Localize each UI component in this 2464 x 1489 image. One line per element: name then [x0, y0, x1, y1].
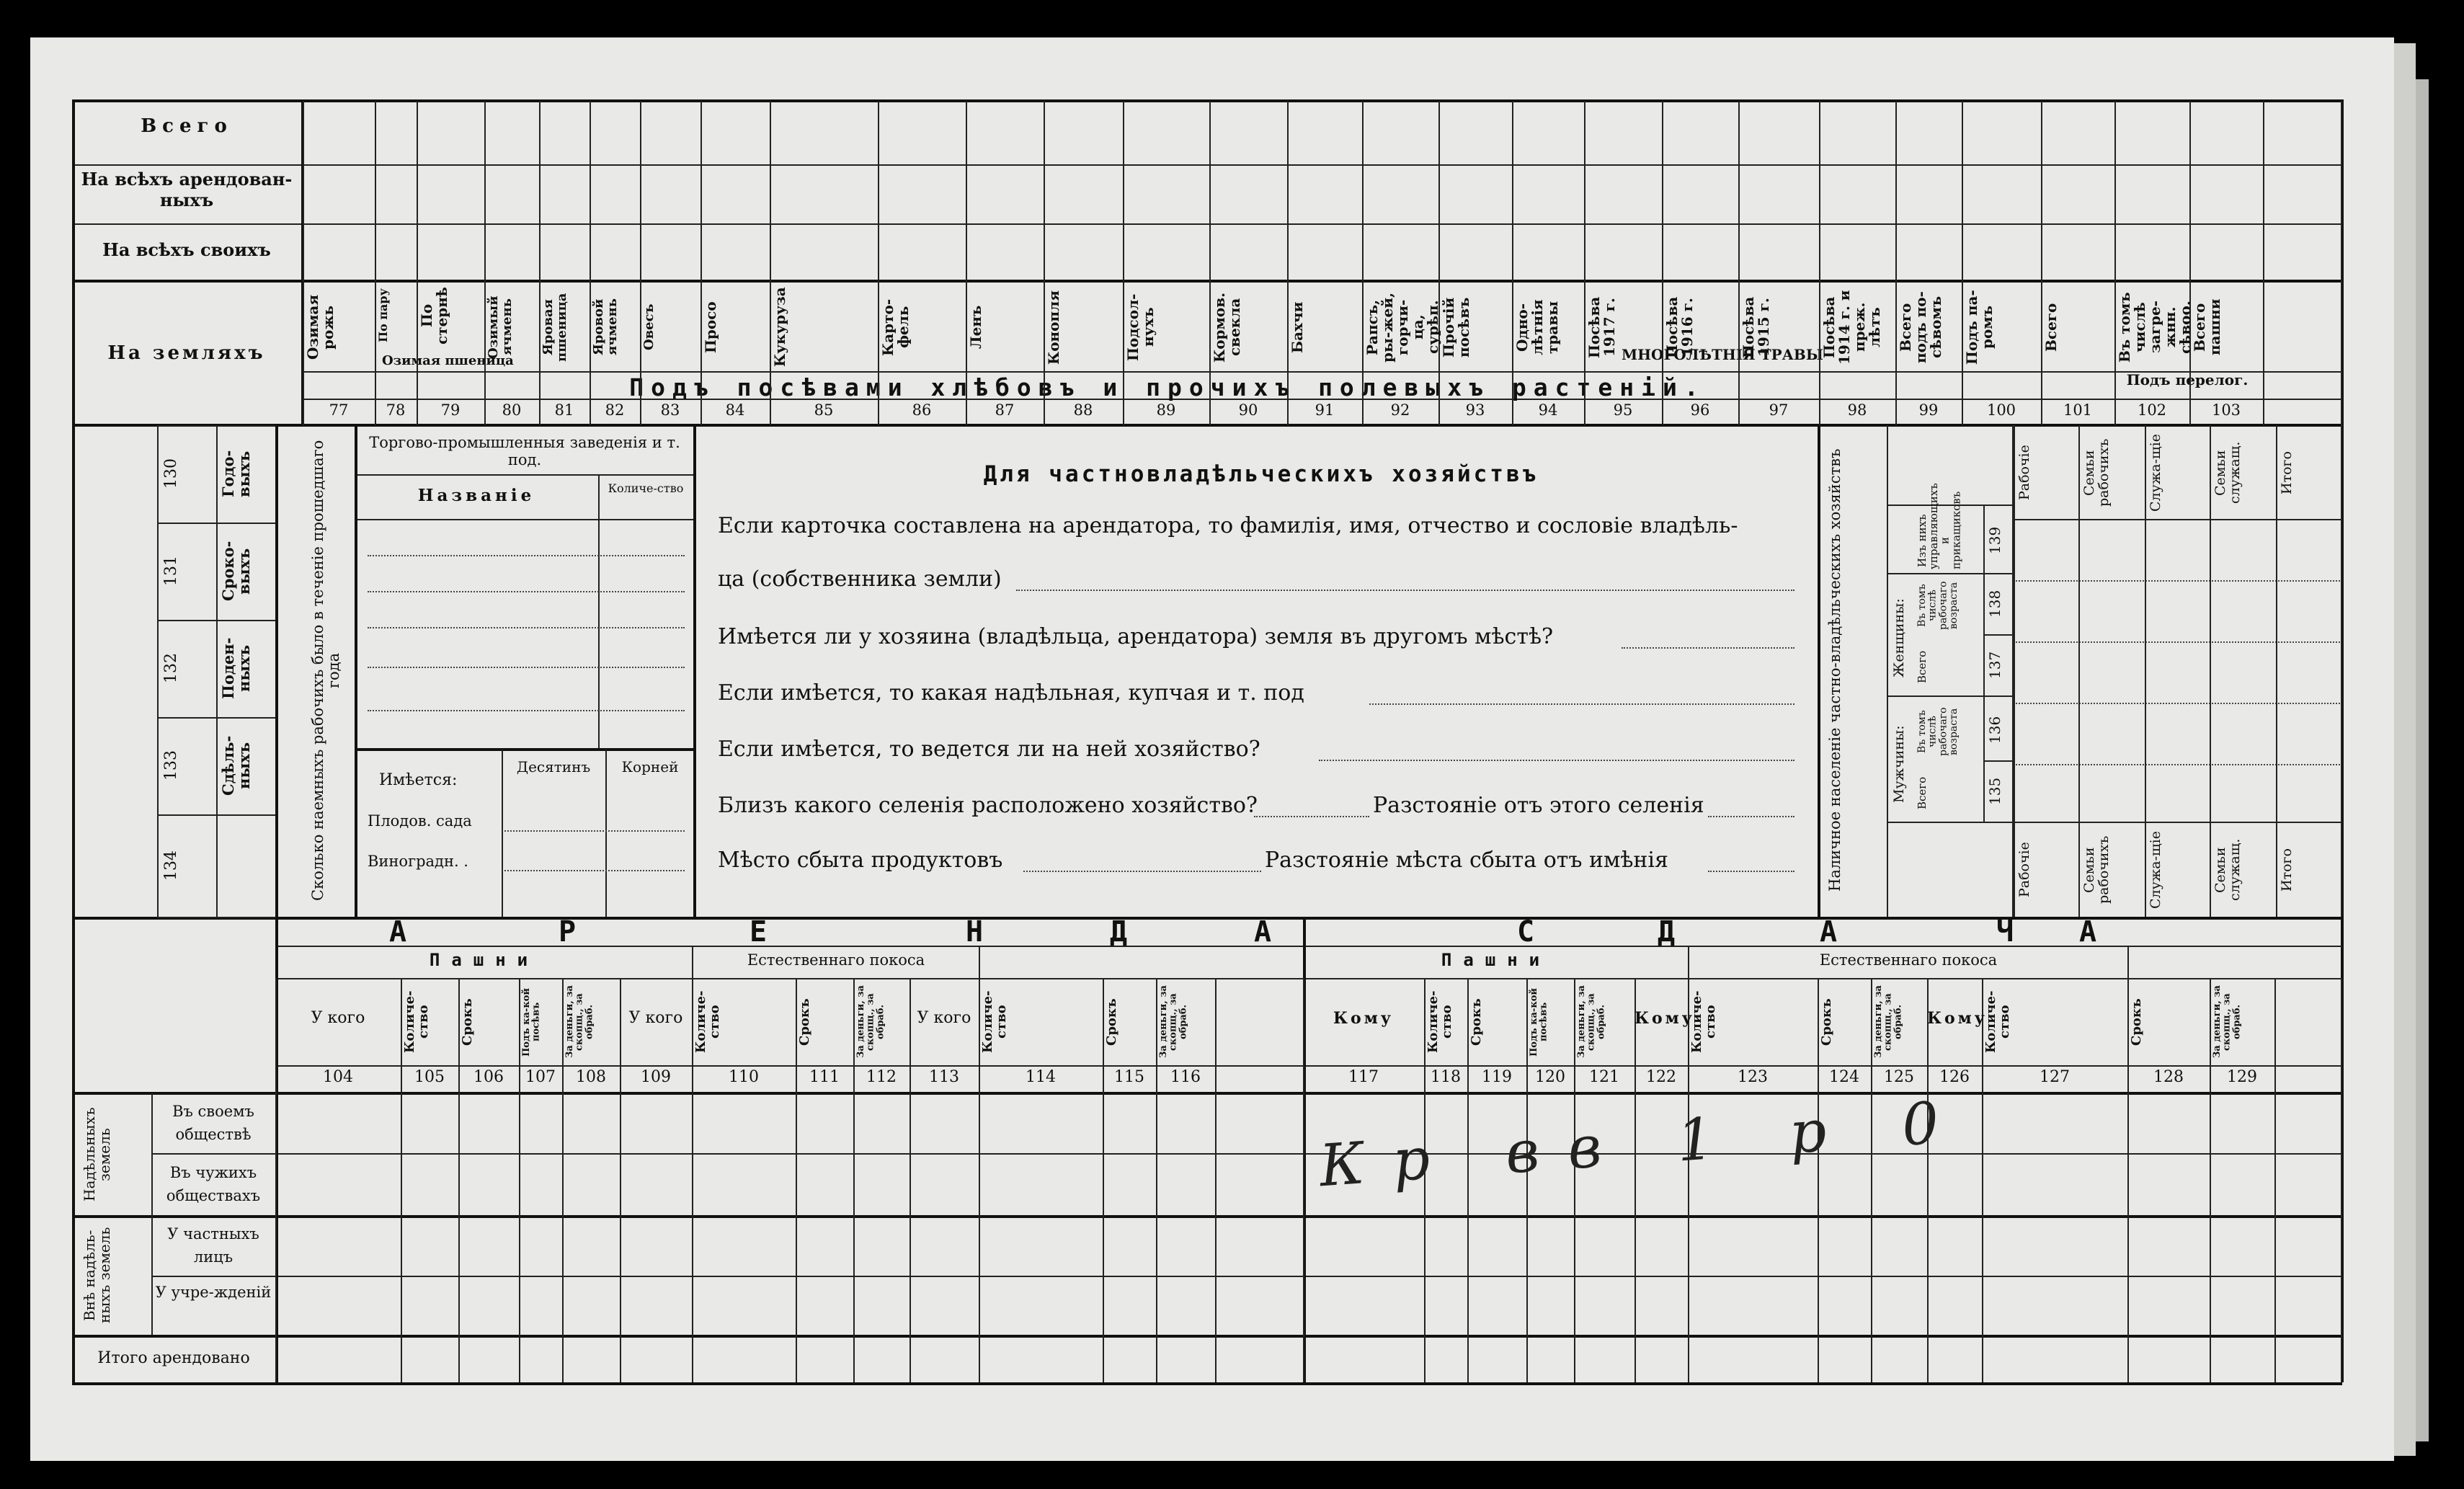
sdacha-col-9-num: 126: [1939, 1068, 1970, 1086]
crop-col-label-97: Посѣва 1915 г.: [1740, 296, 1772, 358]
crop-col-label-80: Озимый ячмень: [486, 295, 515, 359]
sdacha-col-12-num: 129: [2227, 1068, 2257, 1086]
crop-col-line: [1512, 101, 1513, 425]
crop-col-label-77: Озимая рожь: [304, 294, 337, 360]
crop-col-line: [1287, 101, 1289, 425]
sdacha-col-7-num: 124: [1829, 1068, 1859, 1086]
private-line-near-village: Близъ какого селенія расположено хозяйство?: [718, 793, 1258, 818]
sdacha-col-4-num: 121: [1589, 1068, 1619, 1086]
pop-col-line: [2078, 425, 2080, 917]
sdacha-col-4-label: За деньги, за скопщ., за обраб.: [1576, 985, 1607, 1059]
crop-col-label-90: Кормов. свекла: [1211, 292, 1243, 363]
pop-col-line: [2210, 425, 2211, 917]
arenda-col-0-label: У кого: [311, 1009, 365, 1027]
pop-col-bottom-1: Семьи рабочихъ: [2081, 835, 2112, 904]
lease-col-line: [909, 978, 911, 1382]
workers-row-line: [157, 917, 275, 918]
lease-col-line: [562, 978, 564, 1382]
arenda-col-7-num: 111: [809, 1068, 840, 1086]
crop-col-label-89: Подсол-нухъ: [1124, 293, 1157, 361]
crop-col-label-91: Бахчи: [1289, 301, 1306, 353]
crop-col-label-93: Прочій посѣвъ: [1440, 297, 1472, 357]
crop-col-line: [1819, 101, 1820, 425]
arenda-letter-0: А: [389, 915, 407, 948]
arenda-letter-3: Н: [966, 915, 984, 948]
arenda-col-6-num: 110: [729, 1068, 759, 1086]
private-line-distance-village: Разстояніе отъ этого селенія: [1373, 793, 1704, 818]
sdacha-col-3-label: Подъ ка-кой посѣвъ: [1529, 987, 1549, 1057]
sdacha-col-11-num: 128: [2153, 1068, 2184, 1086]
crop-col-num-85: 85: [814, 401, 834, 419]
sdacha-col-2-num: 119: [1482, 1068, 1512, 1086]
pop-col-line: [2014, 425, 2015, 917]
lease-col-line: [1927, 978, 1929, 1382]
lease-col-line: [853, 978, 855, 1382]
workers-row-line: [157, 814, 275, 816]
sdacha-col-1-label: Количе-ство: [1426, 990, 1454, 1054]
crop-col-label-100: Подъ па-ромъ: [1963, 290, 1996, 365]
sdacha-col-2-label: Срокъ: [1469, 998, 1484, 1046]
arenda-col-11-label: Срокъ: [1104, 998, 1119, 1046]
crop-col-line: [966, 101, 967, 425]
row-private-persons: У частныхъ лицъ: [167, 1225, 259, 1266]
arenda-col-2-label: Срокъ: [460, 998, 475, 1046]
crop-col-label-84: Просо: [702, 301, 719, 353]
crop-col-label-102: Въ томъ числѣ загре-жнн. сѣвоо.: [2116, 292, 2194, 363]
sdacha-letter-3: Ч: [1996, 915, 2014, 948]
paper-edge: [2416, 79, 2429, 1441]
crop-col-num-77: 77: [329, 401, 349, 419]
lease-col-line: [2274, 978, 2276, 1382]
crop-col-num-95: 95: [1613, 401, 1633, 419]
trade-dessiatin: Десятинъ: [516, 758, 591, 775]
pop-col-line: [2341, 425, 2342, 917]
row-other-societies: Въ чужихъ обществахъ: [166, 1164, 261, 1204]
trade-name-col: Названіе: [417, 486, 535, 505]
crop-col-num-102: 102: [2137, 401, 2167, 419]
group-nadel-label: Надѣльныхъ земель: [81, 1107, 113, 1202]
arenda-letter-4: Д: [1110, 915, 1128, 948]
crop-col-line: [2341, 101, 2342, 425]
crop-col-num-81: 81: [554, 401, 574, 419]
arenda-col-1-label: Количе-ство: [402, 990, 431, 1054]
sdacha-col-10-label: Количе-ство: [1983, 990, 2012, 1054]
private-line-distance-market: Разстояніе мѣста сбыта отъ имѣнія: [1265, 848, 1668, 873]
arenda-col-1-num: 105: [414, 1068, 445, 1086]
arenda-col-6-label: Количе-ство: [693, 990, 722, 1054]
row-label-total: Всего: [141, 115, 233, 137]
crop-col-line: [1438, 101, 1440, 425]
women-working-label: Въ томъ числѣ рабочаго возраста: [1916, 581, 1960, 630]
sdacha-letter-4: А: [2079, 915, 2097, 948]
crop-col-line: [1962, 101, 1963, 425]
crop-col-label-81: Яровая пшеница: [541, 293, 569, 362]
pop-num-135: 135: [1986, 777, 2003, 806]
crop-col-line: [484, 101, 486, 425]
crop-col-num-90: 90: [1238, 401, 1258, 419]
arenda-col-8-num: 112: [866, 1068, 897, 1086]
workers-title: Сколько наемныхъ рабочихъ было в теченіе прошедшаго года: [309, 440, 343, 901]
crop-col-line: [878, 101, 879, 425]
sdacha-letter-0: С: [1517, 915, 1535, 948]
row-label-leased: На всѣхъ арендован-ныхъ: [81, 169, 293, 210]
pop-col-top-2: Служа-щіе: [2148, 434, 2163, 512]
pop-col-top-0: Рабочіе: [2016, 445, 2032, 501]
arenda-col-7-label: Срокъ: [797, 998, 812, 1046]
crop-col-num-101: 101: [2063, 401, 2093, 419]
crop-col-line: [1362, 101, 1364, 425]
workers-row-line: [157, 425, 275, 427]
crop-col-line: [1895, 101, 1897, 425]
trade-roots: Корней: [621, 758, 679, 775]
arenda-col-4-label: За деньги, за скопщ., за обраб.: [564, 985, 595, 1059]
arenda-col-9-num: 113: [929, 1068, 959, 1086]
crop-col-label-103: Всего пашни: [2191, 298, 2223, 356]
pop-col-bottom-0: Рабочіе: [2016, 842, 2032, 898]
crop-col-num-98: 98: [1847, 401, 1867, 419]
pop-num-137: 137: [1986, 651, 2003, 680]
arenda-pashni-label: Пашни: [429, 950, 540, 970]
wheat-group-label: Озимая пшеница: [382, 353, 514, 368]
lease-col-line: [2341, 978, 2342, 1382]
sdacha-col-10-num: 127: [2040, 1068, 2070, 1086]
trade-has-label: Имѣется:: [379, 771, 458, 789]
private-line-owner-cont: ца (собственника земли): [718, 566, 1002, 592]
lease-col-line: [2210, 978, 2211, 1382]
crop-col-label-96: Посѣва 1916 г.: [1663, 296, 1696, 358]
pop-num-136: 136: [1986, 716, 2003, 744]
workers-label-131: Сроко-выхъ: [219, 541, 254, 602]
sdacha-col-8-num: 125: [1884, 1068, 1914, 1086]
crop-col-label-95: Посѣва 1917 г.: [1585, 296, 1618, 358]
row-label-own: На всѣхъ своихъ: [102, 239, 271, 260]
private-line-owner: Если карточка составлена на арендатора, то фамилія, имя, отчество и сословіе владѣль-: [718, 513, 1738, 538]
workers-label-132: Поден-ныхъ: [219, 637, 254, 700]
lease-col-line: [1303, 978, 1304, 1382]
workers-num-130: 130: [162, 458, 180, 489]
crop-col-label-98: Посѣва 1914 г. и преж. лѣтъ: [1820, 290, 1883, 365]
workers-num-133: 133: [162, 750, 180, 781]
arenda-col-3-num: 107: [525, 1068, 556, 1086]
private-line-land-kind: Если имѣется, то какая надѣльная, купчая и т. под: [718, 680, 1304, 706]
sdacha-col-8-label: За деньги, за скопщ., за обраб.: [1873, 985, 1904, 1059]
fallow-group-label: Подъ перелог.: [2126, 371, 2249, 388]
crop-col-label-92: Рапсъ, ры-жей, горчи-ца, сурѣп.: [1364, 292, 1441, 363]
crop-col-num-82: 82: [605, 401, 625, 419]
crops-banner: Подъ посѣвами хлѣбовъ и прочихъ полевыхъ растеній.: [629, 373, 1706, 401]
crop-col-label-94: Одно-лѣтнія травы: [1513, 299, 1561, 355]
crop-col-label-86: Карто-фель: [879, 298, 912, 356]
trade-title: Торгово-промышленныя заведенія и т. под.: [369, 434, 680, 468]
men-total-label: Всего: [1916, 776, 1929, 809]
pop-col-bottom-2: Служа-щіе: [2148, 831, 2163, 909]
crop-col-line: [417, 101, 418, 425]
arenda-letter-1: Р: [559, 915, 577, 948]
arenda-col-2-num: 106: [473, 1068, 504, 1086]
arenda-letter-2: Е: [750, 915, 768, 948]
crop-col-line: [1738, 101, 1740, 425]
crop-col-label-85: Кукуруза: [771, 287, 788, 368]
private-line-market: Мѣсто сбыта продуктовъ: [718, 848, 1003, 873]
crop-col-label-88: Конопля: [1045, 290, 1062, 365]
crop-col-num-80: 80: [502, 401, 522, 419]
crop-col-label-82: Яровой ячмень: [591, 298, 620, 356]
lease-col-line: [519, 978, 520, 1382]
pop-col-line: [2145, 425, 2146, 917]
arenda-col-10-label: Количе-ство: [980, 990, 1009, 1054]
workers-num-132: 132: [162, 653, 180, 684]
crop-col-line: [1209, 101, 1211, 425]
handwritten-entry: Кр вв 1 р 0: [1317, 1087, 1970, 1200]
population-title: Наличное населеніе частно-владѣльческихъ хозяйствъ: [1826, 448, 1843, 892]
crop-col-line: [1662, 101, 1663, 425]
crop-col-line: [1044, 101, 1045, 425]
arenda-col-4-num: 108: [576, 1068, 606, 1086]
pop-col-top-4: Итого: [2279, 451, 2295, 494]
sdacha-col-3-num: 120: [1535, 1068, 1565, 1086]
arenda-col-12-label: За деньги, за скопщ., за обраб.: [1158, 985, 1189, 1059]
pop-num-138: 138: [1986, 590, 2003, 618]
crop-col-label-78: По пару: [376, 288, 390, 343]
pop-col-top-3: Семьи служащ.: [2212, 441, 2243, 505]
sdacha-letter-1: Д: [1658, 915, 1676, 948]
workers-row-line: [157, 717, 275, 719]
crop-col-line: [375, 101, 376, 425]
men-label: Мужчины:: [1891, 725, 1907, 803]
sdacha-col-0-num: 117: [1348, 1068, 1379, 1086]
trade-qty-col: Количе-ство: [608, 481, 684, 495]
women-total-label: Всего: [1916, 650, 1929, 683]
paper-edge: [2394, 43, 2416, 1456]
sdacha-col-11-label: Срокъ: [2129, 998, 2144, 1046]
lease-col-line: [620, 978, 621, 1382]
workers-num-134: 134: [162, 850, 180, 881]
crop-col-line: [2263, 101, 2264, 425]
sdacha-col-5-label: Кому: [1634, 1009, 1695, 1028]
sdacha-col-7-label: Срокъ: [1819, 998, 1834, 1046]
arenda-col-9-label: У кого: [917, 1009, 971, 1027]
total-leased-label: Итого арендовано: [97, 1349, 250, 1367]
pop-col-line: [2276, 425, 2277, 917]
arenda-col-10-num: 114: [1026, 1068, 1056, 1086]
crop-col-num-86: 86: [912, 401, 932, 419]
lease-col-line: [1634, 978, 1636, 1382]
row-institutions: У учре-жденій: [155, 1284, 272, 1301]
sdacha-col-9-label: Кому: [1927, 1009, 1988, 1028]
crop-col-line: [303, 101, 304, 425]
workers-row-line: [157, 620, 275, 621]
lease-col-line: [1156, 978, 1157, 1382]
men-working-label: Въ томъ числѣ рабочаго возраста: [1916, 707, 1960, 756]
workers-label-133: Сдѣль-ныхъ: [219, 735, 254, 796]
group-vne-label: Внѣ надѣль-ныхъ земель: [81, 1227, 113, 1324]
arenda-col-5-num: 109: [641, 1068, 671, 1086]
crop-col-num-88: 88: [1073, 401, 1093, 419]
private-title: Для частновладѣльческихъ хозяйствъ: [983, 461, 1539, 487]
arenda-col-8-label: За деньги, за скопщ., за обраб.: [855, 985, 886, 1059]
pop-col-top-1: Семьи рабочихъ: [2081, 438, 2112, 507]
crop-col-line: [2041, 101, 2042, 425]
grass-group-label: МНОГОЛѢТНІЯ ТРАВЫ: [1622, 346, 1823, 363]
women-label: Женщины:: [1891, 598, 1907, 677]
pop-col-bottom-4: Итого: [2279, 848, 2295, 892]
trade-orchard: Плодов. сада: [368, 812, 472, 830]
managers-label: Изъ нихъ управляющихъ и прикащиковъ: [1916, 483, 1963, 569]
crop-col-num-83: 83: [660, 401, 680, 419]
arenda-col-11-num: 115: [1114, 1068, 1144, 1086]
lease-col-line: [1871, 978, 1872, 1382]
crop-col-num-97: 97: [1769, 401, 1789, 419]
row-own-society: Въ своемъ обществѣ: [172, 1103, 254, 1143]
crop-col-num-92: 92: [1390, 401, 1410, 419]
crop-col-line: [1123, 101, 1124, 425]
arenda-letter-5: А: [1254, 915, 1272, 948]
arenda-pokos-label: Естественнаго покоса: [747, 951, 925, 969]
lease-col-line: [275, 978, 277, 1382]
sdacha-col-6-num: 123: [1738, 1068, 1768, 1086]
sdacha-pashni-label: Пашни: [1441, 950, 1552, 970]
crop-col-label-87: Ленъ: [967, 305, 984, 350]
crop-col-label-83: Овесъ: [641, 303, 657, 351]
sdacha-pokos-label: Естественнаго покоса: [1819, 951, 1998, 969]
pop-col-bottom-3: Семьи служащ.: [2212, 838, 2243, 902]
crop-col-line: [2114, 101, 2116, 425]
crop-col-num-94: 94: [1538, 401, 1558, 419]
crop-col-num-84: 84: [725, 401, 745, 419]
crop-col-num-87: 87: [995, 401, 1015, 419]
crop-col-num-103: 103: [2211, 401, 2241, 419]
crop-col-line: [2189, 101, 2191, 425]
workers-num-131: 131: [162, 556, 180, 587]
trade-vineyard: Виноградн. .: [368, 853, 468, 870]
pop-num-139: 139: [1986, 526, 2003, 555]
crop-col-num-93: 93: [1465, 401, 1485, 419]
crop-col-line: [640, 101, 641, 425]
crop-col-num-100: 100: [1986, 401, 2016, 419]
workers-row-line: [157, 523, 275, 524]
sdacha-letter-2: А: [1820, 915, 1838, 948]
sdacha-col-1-num: 118: [1431, 1068, 1461, 1086]
sdacha-col-5-num: 122: [1646, 1068, 1676, 1086]
crop-col-label-79: По стернѣ: [418, 287, 450, 345]
arenda-col-0-num: 104: [323, 1068, 353, 1086]
sdacha-col-0-label: Кому: [1333, 1009, 1394, 1028]
workers-label-130: Годо-выхъ: [219, 450, 254, 498]
private-line-other-land: Имѣется ли у хозяина (владѣльца, арендатора) земля въ другомъ мѣстѣ?: [718, 624, 1554, 649]
crop-col-num-89: 89: [1156, 401, 1176, 419]
row-label-lands: На земляхъ: [107, 342, 266, 364]
arenda-col-12-num: 116: [1170, 1068, 1201, 1086]
crop-col-line: [539, 101, 541, 425]
crop-col-label-99: Всего подъ по-сѣвомъ: [1897, 291, 1944, 363]
crop-col-line: [1584, 101, 1585, 425]
crop-col-num-91: 91: [1315, 401, 1335, 419]
crop-col-label-101: Всего: [2042, 303, 2060, 352]
crop-col-num-96: 96: [1690, 401, 1710, 419]
arenda-col-3-label: Подъ ка-кой посѣвъ: [521, 987, 542, 1057]
arenda-col-5-label: У кого: [628, 1009, 683, 1027]
crop-col-line: [590, 101, 591, 425]
crop-col-num-78: 78: [386, 401, 406, 419]
sdacha-col-12-label: За деньги, за скопщ., за обраб.: [2212, 985, 2243, 1059]
crop-col-num-99: 99: [1918, 401, 1939, 419]
sdacha-col-6-label: Количе-ство: [1689, 990, 1718, 1054]
crop-col-num-79: 79: [440, 401, 461, 419]
private-line-farmed: Если имѣется, то ведется ли на ней хозяйство?: [718, 737, 1260, 762]
lease-col-line: [1215, 978, 1217, 1382]
crop-col-line: [770, 101, 771, 425]
crop-col-line: [700, 101, 702, 425]
